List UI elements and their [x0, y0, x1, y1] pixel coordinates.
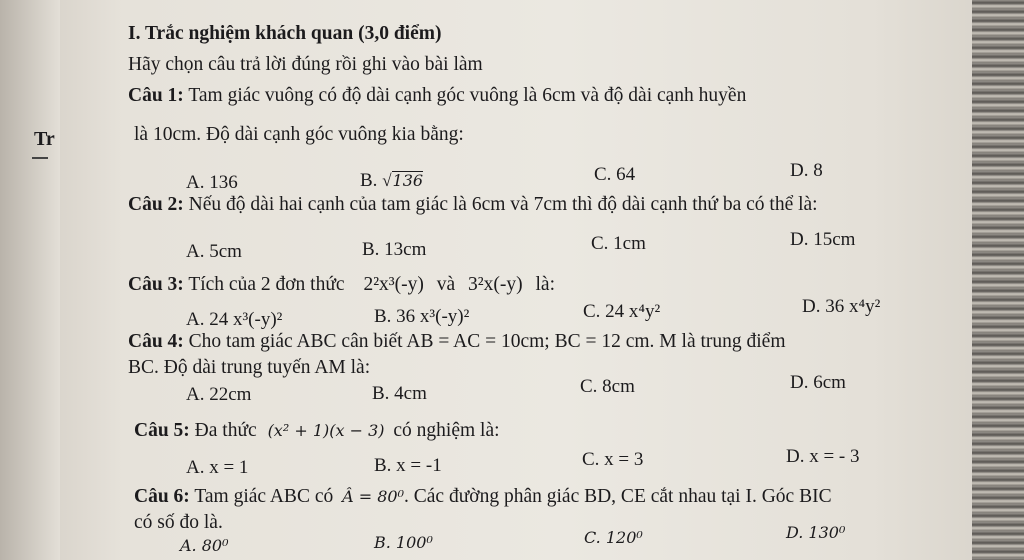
question-label: Câu 4:	[128, 331, 184, 352]
binder-edge	[972, 0, 1024, 560]
q1-option-c[interactable]: C. 64	[594, 164, 636, 185]
q2-option-c[interactable]: C. 1cm	[591, 233, 646, 254]
angle-expression: Â = 80⁰	[342, 487, 405, 506]
section-title: I. Trắc nghiệm khách quan (3,0 điểm)	[128, 23, 442, 44]
q2-option-d[interactable]: D. 15cm	[790, 229, 856, 250]
q5-option-d[interactable]: D. x = - 3	[786, 446, 860, 467]
question-3-line-1	[128, 274, 555, 296]
q5-option-a[interactable]: A. x = 1	[186, 457, 249, 478]
q2-option-a[interactable]: A. 5cm	[186, 241, 242, 262]
sqrt-radicand: 136	[392, 171, 424, 190]
section-instruction: Hãy chọn câu trả lời đúng rồi ghi vào bài làm	[128, 54, 483, 75]
q6-option-c[interactable]: C. 120⁰	[584, 528, 643, 547]
question-1-line-2: là 10cm. Độ dài cạnh góc vuông kia bằng:	[134, 124, 464, 145]
question-tail: là:	[535, 274, 555, 295]
conjunction: và	[436, 274, 456, 295]
q6-option-a[interactable]: A. 80⁰	[180, 536, 229, 555]
question-tail: có nghiệm là:	[393, 420, 500, 441]
q3-option-a[interactable]: A. 24 x³(-y)²	[186, 309, 283, 330]
q3-option-c[interactable]: C. 24 x⁴y²	[583, 301, 661, 322]
question-tail: . Các đường phân giác BD, CE cắt nhau tại I. Góc BIC	[404, 486, 832, 507]
q2-option-b[interactable]: B. 13cm	[362, 239, 427, 260]
question-text: Tam giác vuông có độ dài cạnh góc vuông là 6cm và độ dài cạnh huyền	[188, 85, 747, 106]
question-4-line-1	[128, 331, 786, 353]
q6-option-b[interactable]: B. 100⁰	[374, 533, 433, 552]
monomial-1: 2²x³(-y)	[363, 274, 424, 295]
q4-option-b[interactable]: B. 4cm	[372, 383, 427, 404]
question-label: Câu 2:	[128, 194, 184, 215]
option-letter: B.	[360, 170, 378, 191]
q3-option-b[interactable]: B. 36 x³(-y)²	[374, 306, 470, 327]
q6-option-d[interactable]: D. 130⁰	[786, 523, 846, 542]
page-edge-shadow	[0, 0, 60, 560]
question-1-line-1	[128, 85, 746, 107]
question-2-line-1	[128, 194, 818, 216]
polynomial-expression: (x² + 1)(x − 3)	[267, 421, 385, 440]
question-text: Tích của 2 đơn thức	[188, 274, 345, 295]
q3-option-d[interactable]: D. 36 x⁴y²	[802, 296, 881, 317]
question-label: Câu 5:	[134, 420, 190, 441]
question-label: Câu 1:	[128, 85, 184, 106]
q1-option-a[interactable]: A. 136	[186, 172, 238, 193]
monomial-2: 3²x(-y)	[468, 274, 523, 295]
question-5-line-1	[134, 420, 500, 442]
question-label: Câu 6:	[134, 486, 190, 507]
q1-option-b[interactable]	[360, 170, 423, 192]
q4-option-c[interactable]: C. 8cm	[580, 376, 635, 397]
question-6-line-1	[134, 486, 832, 508]
question-6-line-2: có số đo là.	[134, 512, 223, 533]
q4-option-a[interactable]: A. 22cm	[186, 384, 252, 405]
margin-text: Tr	[34, 128, 55, 150]
question-label: Câu 3:	[128, 274, 184, 295]
q5-option-b[interactable]: B. x = -1	[374, 455, 442, 476]
margin-line	[32, 157, 48, 159]
question-text: Đa thức	[194, 420, 257, 441]
sqrt-expression: √136	[382, 171, 424, 190]
question-text: Tam giác ABC có	[194, 486, 334, 507]
question-text: Cho tam giác ABC cân biết AB = AC = 10cm; BC = 12 cm. M là trung điểm	[188, 331, 786, 352]
question-4-line-2: BC. Độ dài trung tuyến AM là:	[128, 357, 371, 378]
question-text: Nếu độ dài hai cạnh của tam giác là 6cm và 7cm thì độ dài cạnh thứ ba có thể là:	[188, 194, 818, 215]
q4-option-d[interactable]: D. 6cm	[790, 372, 846, 393]
q5-option-c[interactable]: C. x = 3	[582, 449, 644, 470]
q1-option-d[interactable]: D. 8	[790, 160, 823, 181]
